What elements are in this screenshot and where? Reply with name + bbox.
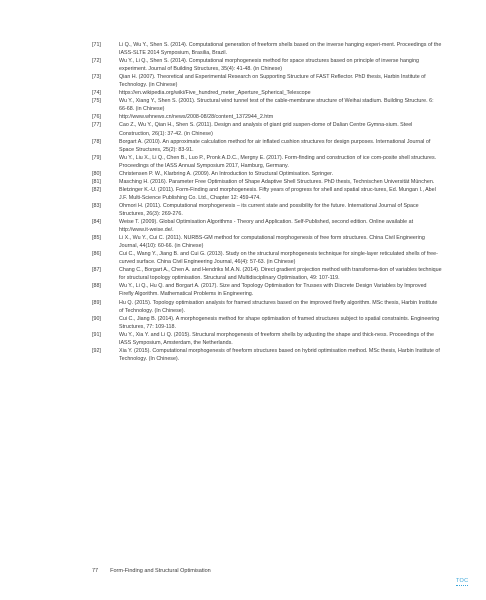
reference-item bbox=[92, 218, 442, 234]
reference-number: [74] bbox=[92, 90, 101, 97]
reference-link[interactable]: https://en.wikipedia.org/wiki/Five_hundred_meter_Aperture_Spherical_Telescope bbox=[119, 90, 311, 97]
reference-number: [86] bbox=[92, 251, 101, 258]
reference-text: Cui C., Wang Y., Jiang B. and Cui G. (2013). Study on the structural morphogenesis technique for single-layer reticulated shells of free-curved surface. China Civil Engineering Journal, 46(4): 57-63. (in Chinese) bbox=[119, 251, 438, 266]
reference-text: Borgart A. (2010). An approximate calculation method for air inflated cushion structures for design purposes. International Journal of Space Structures, 25(2): 83-91. bbox=[119, 138, 431, 153]
reference-number: [83] bbox=[92, 202, 101, 209]
reference-item bbox=[92, 202, 442, 218]
reference-text: Wu Y., Liu X., Li Q., Chen B., Luo P., Pronk A.D.C., Mergny E. (2017). Form-finding and construction of ice com-posite shell structures. Proceedings of the IASS Annual Symposium 2017, Hamburg, Germany. bbox=[119, 154, 437, 169]
reference-text: Weise T. (2009). Global Optimisation Algorithms - Theory and Application. Self-Published, second edition. Online available at http://www.it-weise.de/. bbox=[119, 219, 414, 234]
reference-text: Wu Y., Xia Y. and Li Q. (2015). Structural morphogenesis of freeform shells by adjusting the shape and thick-ness. Proceedings of the IASS Symposium, Amsterdam, the Netherlands. bbox=[119, 331, 434, 346]
reference-link[interactable]: http://www.whnews.cn/news/2008-08/28/content_1372944_2.htm bbox=[119, 114, 274, 121]
reference-number: [78] bbox=[92, 138, 101, 145]
reference-text: Chang C., Borgart A., Chen A. and Hendriks M.A.N. (2014). Direct gradient projection method with transforma-tion of variables technique for structural topology optimisation. Structural and Multidisciplinary Optimisation, 49: 107-119. bbox=[119, 267, 442, 282]
reference-number: [88] bbox=[92, 283, 101, 290]
reference-text: Wu Y., Li Q., Shen S. (2014). Computational morphogenesis method for space structures based on principle of inverse hanging experiment. Journal of Building Structures, 35(4): 41-48. (in Chinese) bbox=[119, 58, 420, 73]
reference-text: Wu Y., Li Q., Hu Q. and Borgart A. (2017). Size and Topology Optimisation for Trusses with Discrete Design Variables by Improved Firefly Algorithm. Mathematical Problems in Engineering. bbox=[119, 283, 427, 298]
reference-text: Wu Y., Xiang Y., Shen S. (2001). Structural wind tunnel test of the cable-membrane structure of Weihai stadium. Building Structure. 6: 66-68. (in Chinese) bbox=[119, 98, 434, 113]
reference-number: [81] bbox=[92, 178, 101, 185]
reference-item bbox=[92, 154, 442, 170]
reference-list bbox=[92, 41, 442, 363]
reference-number: [73] bbox=[92, 74, 101, 81]
reference-item bbox=[92, 97, 442, 113]
reference-text: Cui C., Jiang B. (2014). A morphogenesis method for shape optimisation of framed structures subject to spatial constraints. Engineering Structures, 77: 109-118. bbox=[119, 315, 440, 330]
reference-number: [77] bbox=[92, 122, 101, 129]
reference-item bbox=[92, 250, 442, 266]
reference-number: [75] bbox=[92, 98, 101, 105]
reference-item bbox=[92, 178, 442, 186]
reference-number: [92] bbox=[92, 347, 101, 354]
running-title: Form-Finding and Structural Optimisation bbox=[110, 568, 211, 574]
reference-item bbox=[92, 138, 442, 154]
reference-item bbox=[92, 57, 442, 73]
reference-number: [87] bbox=[92, 267, 101, 274]
page-number: 77 bbox=[92, 568, 99, 574]
reference-number: [72] bbox=[92, 58, 101, 65]
reference-item bbox=[92, 41, 442, 57]
toc-link[interactable]: TOC bbox=[456, 578, 469, 584]
page-footer bbox=[92, 567, 211, 575]
reference-number: [85] bbox=[92, 235, 101, 242]
reference-text: Cao Z., Wu Y., Qian H., Shen S. (2011). Design and analysis of giant grid suspen-dome of Dalian Centre Gymna-sium. Steel Construction, 26(1): 37-42. (in Chinese) bbox=[119, 122, 413, 137]
reference-text: Masching H. (2016). Parameter Free Optimisation of Shape Adaptive Shell Structures. PhD thesis, Technischen Universität München. bbox=[119, 178, 435, 185]
reference-number: [76] bbox=[92, 114, 101, 121]
reference-item bbox=[92, 113, 442, 121]
reference-item bbox=[92, 234, 442, 250]
reference-text: Li Q., Wu Y., Shen S. (2014). Computational generation of freeform shells based on the inverse hanging experi-ment. Proceedings of the IASS-SLTE 2014 Symposium, Brasilia, Brazil. bbox=[119, 42, 442, 57]
reference-item bbox=[92, 121, 442, 137]
reference-item bbox=[92, 170, 442, 178]
reference-text: Li X., Wu Y., Cui C. (2011). NURBS-GM method for computational morphogenesis of free form structures. China Civil Engineering Journal, 44(10): 60-66. (in Chinese) bbox=[119, 235, 425, 250]
reference-text: Xia Y. (2015). Computational morphogenesis of freeform structures based on hybrid optimisation method. MSc thesis, Harbin Institute of Technology. (In Chinese). bbox=[119, 347, 440, 362]
reference-text: Hu Q. (2015). Topology optimisation analysis for framed structures based on the improved firefly algorithm. MSc thesis, Harbin Institute of Technology. (In Chinese). bbox=[119, 299, 438, 314]
reference-text: Bletzinger K.-U. (2011). Form-Finding and morphogenesis. Fifty years of progress for shell and spatial struc-tures, Ed. Mungan I., Abel J.F. Multi-Science Publishing Co. Ltd., Chapter 12: 459-474. bbox=[119, 186, 436, 201]
reference-number: [91] bbox=[92, 331, 101, 338]
reference-item bbox=[92, 266, 442, 282]
reference-number: [71] bbox=[92, 42, 101, 48]
reference-text: Ohmori H. (2011). Computational morphogenesis – its current state and possibility for the future. International Journal of Space Structures, 26(3): 269-276. bbox=[119, 202, 419, 217]
reference-text: Qian H. (2007). Theoretical and Experimental Research on Supporting Structure of FAST Reflector. PhD thesis, Harbin Institute of Technology. (in Chinese) bbox=[119, 74, 426, 89]
reference-item bbox=[92, 282, 442, 298]
reference-number: [84] bbox=[92, 219, 101, 226]
reference-number: [89] bbox=[92, 299, 101, 306]
reference-item bbox=[92, 331, 442, 347]
reference-number: [80] bbox=[92, 170, 101, 177]
reference-item bbox=[92, 347, 442, 363]
reference-item bbox=[92, 315, 442, 331]
reference-item bbox=[92, 299, 442, 315]
reference-item bbox=[92, 73, 442, 89]
reference-item bbox=[92, 89, 442, 97]
reference-text: Christensen P. W., Klarbring A. (2009). An Introduction to Structural Optimisation. Springer. bbox=[119, 170, 334, 177]
reference-number: [79] bbox=[92, 154, 101, 161]
reference-number: [82] bbox=[92, 186, 101, 193]
reference-item bbox=[92, 186, 442, 202]
reference-number: [90] bbox=[92, 315, 101, 322]
